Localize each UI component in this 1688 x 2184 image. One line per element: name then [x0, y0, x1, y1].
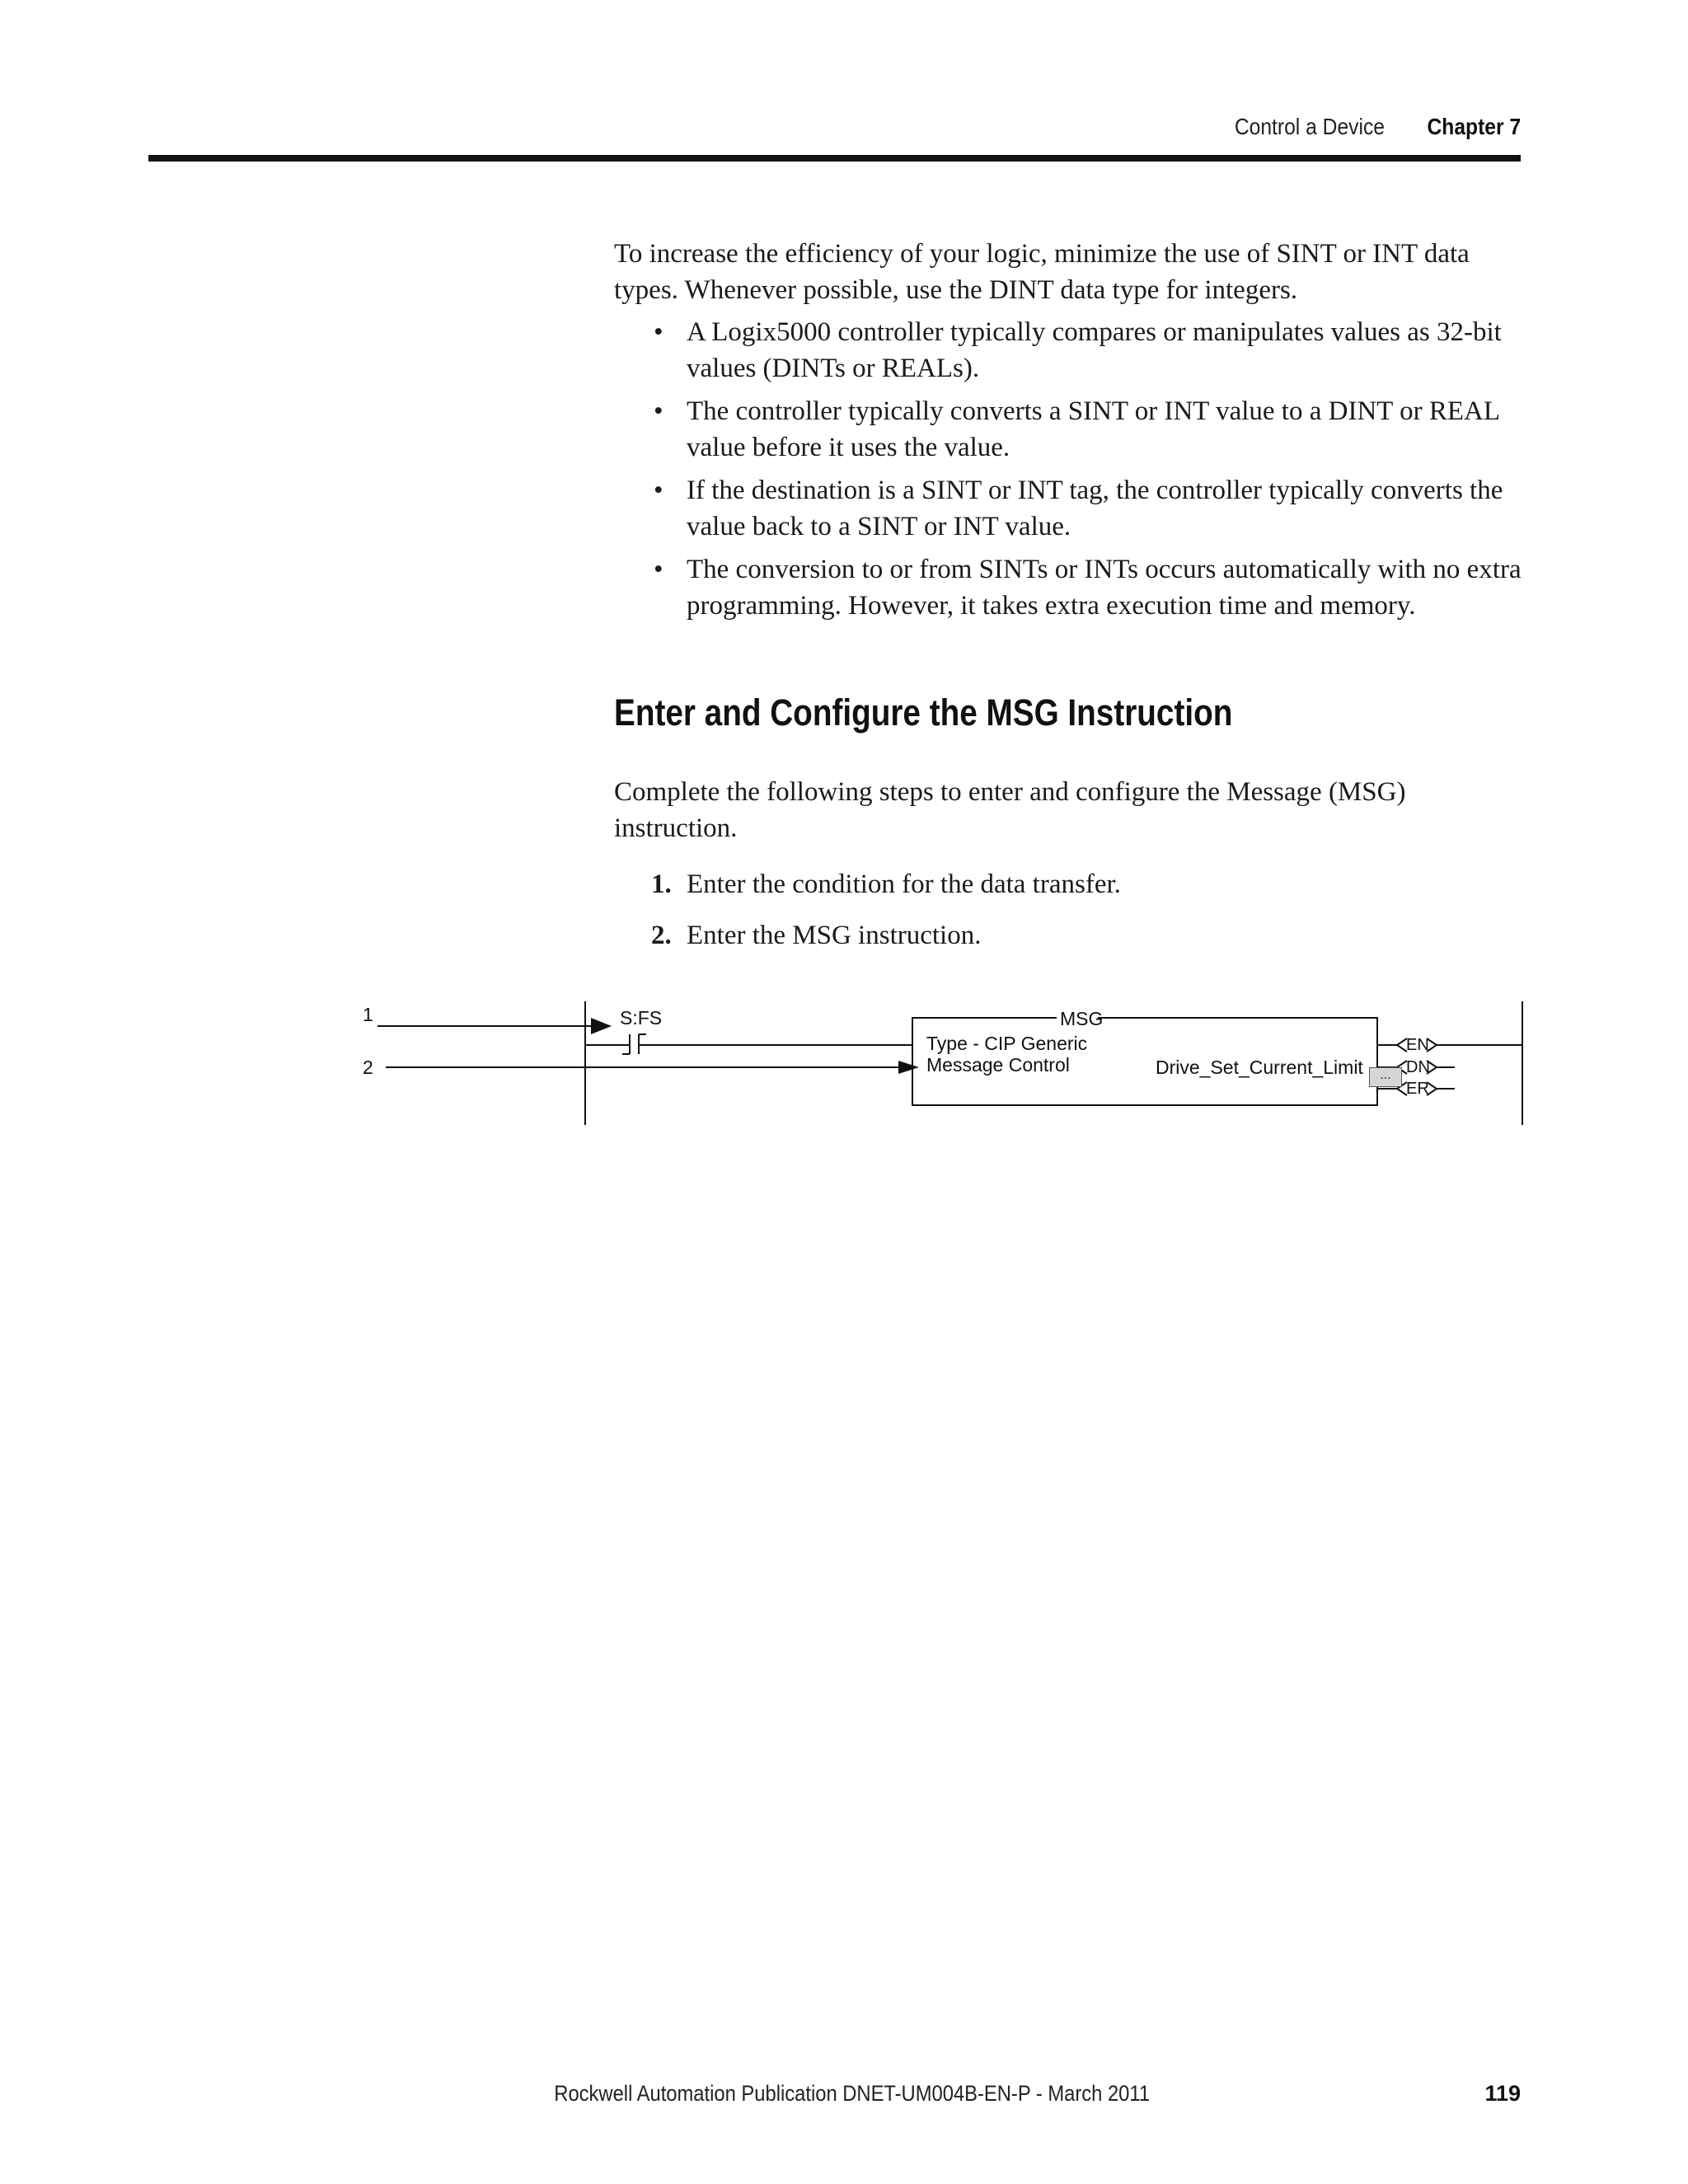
- bullet-item: [614, 551, 1529, 624]
- step-number: 2.: [651, 921, 672, 950]
- bullet-text: The controller typically converts a SINT or INT value to a DINT or REAL value before it uses the value.: [687, 396, 1499, 462]
- step-number: 1.: [651, 869, 672, 899]
- bullet-text: The conversion to or from SINTs or INTs occurs automatically with no extra programming. However, it takes extra execution time and memory.: [687, 555, 1522, 621]
- output-en-label: EN: [1406, 1036, 1429, 1054]
- msg-instruction-name: MSG: [1060, 1008, 1104, 1029]
- step-list: [614, 866, 1529, 954]
- section-intro: Complete the following steps to enter and configure the Message (MSG) instruction.: [614, 777, 1406, 843]
- callout-2-label: 2: [363, 1057, 373, 1078]
- output-er-label: ER: [1406, 1080, 1429, 1098]
- browse-button[interactable]: ...: [1369, 1067, 1402, 1087]
- page-header: [148, 114, 1521, 160]
- step-text: Enter the MSG instruction.: [687, 921, 982, 950]
- callout-2-arrowhead: [898, 1061, 919, 1074]
- footer-publication-text: Rockwell Automation Publication DNET-UM004B-EN-P - March 2011: [554, 2081, 1151, 2106]
- bullet-marker: •: [654, 476, 663, 505]
- step-text: Enter the condition for the data transfer.: [687, 869, 1121, 899]
- step-item: [614, 866, 1529, 902]
- header-section-title: Control a Device: [1234, 114, 1385, 139]
- ladder-logic-diagram: [354, 1001, 1533, 1133]
- main-content: [614, 236, 1529, 968]
- header-chapter-label: Chapter 7: [1427, 114, 1521, 139]
- contact-tag-label: S:FS: [620, 1007, 663, 1029]
- page-number: 119: [1484, 2081, 1521, 2106]
- bullet-item: [614, 472, 1529, 545]
- body-paragraph: To increase the efficiency of your logic, minimize the use of SINT or INT data types. Whenever possible, use the DINT data type for integers.: [614, 239, 1470, 305]
- bullet-item: [614, 393, 1529, 466]
- header-rule: [148, 155, 1521, 162]
- bullet-marker: •: [654, 396, 663, 426]
- callout-1-label: 1: [363, 1004, 373, 1025]
- footer-publication: [0, 2081, 1688, 2107]
- bullet-text: A Logix5000 controller typically compares or manipulates values as 32-bit values (DINTs or REALs).: [687, 317, 1502, 383]
- bullet-text: If the destination is a SINT or INT tag, the controller typically converts the value back to a SINT or INT value.: [687, 476, 1503, 541]
- step-item: [614, 917, 1529, 954]
- bullet-marker: •: [654, 317, 663, 347]
- bullet-item: [614, 314, 1529, 387]
- msg-type-line: Type - CIP Generic: [926, 1033, 1088, 1054]
- msg-control-tag: Drive_Set_Current_Limit: [1156, 1057, 1363, 1078]
- output-dn-label: DN: [1406, 1058, 1430, 1076]
- callout-1-arrowhead: [591, 1018, 612, 1034]
- section-heading: Enter and Configure the MSG Instruction: [614, 691, 1233, 733]
- bullet-marker: •: [654, 555, 663, 584]
- msg-control-label: Message Control: [926, 1054, 1070, 1076]
- efficiency-bullet-list: [614, 314, 1529, 624]
